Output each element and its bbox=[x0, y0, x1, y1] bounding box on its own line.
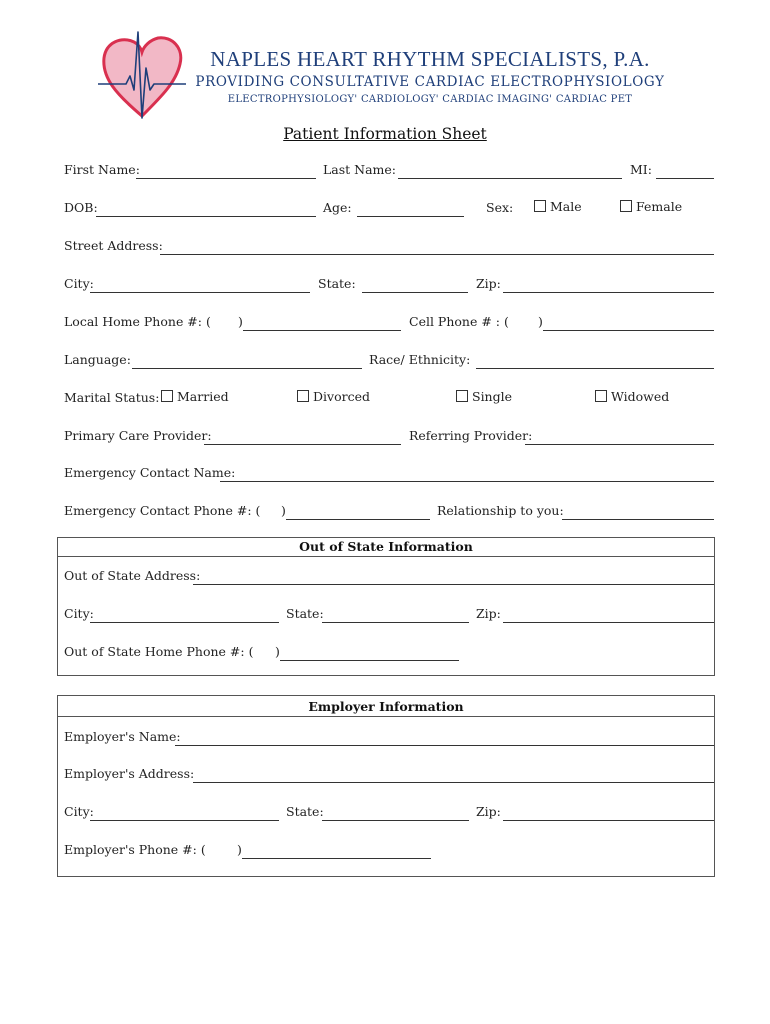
city-field[interactable] bbox=[90, 292, 310, 293]
race-label: Race/ Ethnicity: bbox=[369, 352, 471, 367]
married-label: Married bbox=[177, 389, 229, 404]
emergency-phone-field[interactable] bbox=[286, 519, 430, 520]
emergency-name-label: Emergency Contact Name: bbox=[64, 465, 236, 480]
home-phone-paren: ) bbox=[238, 314, 243, 329]
mi-field[interactable] bbox=[656, 178, 714, 179]
heart-rhythm-logo-icon bbox=[96, 28, 188, 122]
city-label: City: bbox=[64, 276, 94, 291]
emergency-phone-label: Emergency Contact Phone #: ( bbox=[64, 503, 261, 518]
checkbox-icon bbox=[534, 200, 546, 212]
out-of-state-phone-field[interactable] bbox=[280, 660, 459, 661]
checkbox-icon bbox=[595, 390, 607, 402]
out-of-state-header bbox=[58, 538, 714, 557]
employer-state-label: State: bbox=[286, 804, 324, 819]
home-phone-field[interactable] bbox=[243, 330, 401, 331]
sex-label: Sex: bbox=[486, 200, 514, 215]
employer-header bbox=[58, 696, 714, 717]
referring-provider-field[interactable] bbox=[525, 444, 714, 445]
divorced-label: Divorced bbox=[313, 389, 370, 404]
out-of-state-title: Out of State Information bbox=[299, 539, 473, 554]
out-of-state-phone-label: Out of State Home Phone #: ( bbox=[64, 644, 254, 659]
employer-zip-label: Zip: bbox=[476, 804, 501, 819]
out-of-state-phone-paren: ) bbox=[275, 644, 280, 659]
org-tagline: PROVIDING CONSULTATIVE CARDIAC ELECTROPHYSIOLOGY bbox=[195, 74, 665, 90]
relationship-label: Relationship to you: bbox=[437, 503, 564, 518]
male-checkbox[interactable] bbox=[534, 199, 582, 215]
state-label: State: bbox=[318, 276, 356, 291]
state-field[interactable] bbox=[362, 292, 468, 293]
emergency-phone-paren: ) bbox=[281, 503, 286, 518]
female-checkbox[interactable] bbox=[620, 199, 682, 215]
divorced-checkbox[interactable] bbox=[297, 389, 370, 405]
employer-zip-field[interactable] bbox=[503, 820, 714, 821]
employer-state-field[interactable] bbox=[322, 820, 469, 821]
first-name-field[interactable] bbox=[136, 178, 316, 179]
single-checkbox[interactable] bbox=[456, 389, 512, 405]
out-of-state-state-field[interactable] bbox=[322, 622, 469, 623]
street-address-field[interactable] bbox=[160, 254, 714, 255]
male-label: Male bbox=[550, 199, 582, 214]
employer-name-field[interactable] bbox=[175, 745, 714, 746]
employer-phone-label: Employer's Phone #: ( bbox=[64, 842, 206, 857]
zip-field[interactable] bbox=[503, 292, 714, 293]
out-of-state-city-field[interactable] bbox=[90, 622, 279, 623]
female-label: Female bbox=[636, 199, 683, 214]
checkbox-icon bbox=[456, 390, 468, 402]
pcp-field[interactable] bbox=[204, 444, 401, 445]
relationship-field[interactable] bbox=[562, 519, 714, 520]
referring-provider-label: Referring Provider: bbox=[409, 428, 533, 443]
last-name-field[interactable] bbox=[398, 178, 622, 179]
employer-address-field[interactable] bbox=[193, 782, 714, 783]
employer-name-label: Employer's Name: bbox=[64, 729, 181, 744]
out-of-state-zip-label: Zip: bbox=[476, 606, 501, 621]
race-field[interactable] bbox=[476, 368, 714, 369]
age-label: Age: bbox=[323, 200, 352, 215]
employer-phone-field[interactable] bbox=[242, 858, 431, 859]
employer-city-field[interactable] bbox=[90, 820, 279, 821]
out-of-state-address-field[interactable] bbox=[193, 584, 714, 585]
zip-label: Zip: bbox=[476, 276, 501, 291]
pcp-label: Primary Care Provider: bbox=[64, 428, 212, 443]
out-of-state-zip-field[interactable] bbox=[503, 622, 714, 623]
checkbox-icon bbox=[297, 390, 309, 402]
widowed-label: Widowed bbox=[611, 389, 670, 404]
org-name: NAPLES HEART RHYTHM SPECIALISTS, P.A. bbox=[210, 47, 650, 71]
employer-phone-paren: ) bbox=[237, 842, 242, 857]
cell-phone-label: Cell Phone # : ( bbox=[409, 314, 509, 329]
language-label: Language: bbox=[64, 352, 131, 367]
cell-phone-field[interactable] bbox=[543, 330, 714, 331]
emergency-name-field[interactable] bbox=[220, 481, 714, 482]
marital-status-label: Marital Status: bbox=[64, 390, 160, 405]
employer-title: Employer Information bbox=[308, 699, 464, 714]
org-specialties: ELECTROPHYSIOLOGY' CARDIOLOGY' CARDIAC IMAGING' CARDIAC PET bbox=[227, 94, 633, 105]
first-name-label: First Name: bbox=[64, 162, 140, 177]
checkbox-icon bbox=[161, 390, 173, 402]
last-name-label: Last Name: bbox=[323, 162, 397, 177]
mi-label: MI: bbox=[630, 162, 652, 177]
home-phone-label: Local Home Phone #: ( bbox=[64, 314, 211, 329]
dob-field[interactable] bbox=[96, 216, 316, 217]
dob-label: DOB: bbox=[64, 200, 98, 215]
employer-address-label: Employer's Address: bbox=[64, 766, 195, 781]
out-of-state-state-label: State: bbox=[286, 606, 324, 621]
language-field[interactable] bbox=[132, 368, 362, 369]
out-of-state-city-label: City: bbox=[64, 606, 94, 621]
age-field[interactable] bbox=[357, 216, 464, 217]
widowed-checkbox[interactable] bbox=[595, 389, 669, 405]
checkbox-icon bbox=[620, 200, 632, 212]
cell-phone-paren: ) bbox=[538, 314, 543, 329]
employer-city-label: City: bbox=[64, 804, 94, 819]
street-address-label: Street Address: bbox=[64, 238, 163, 253]
single-label: Single bbox=[472, 389, 513, 404]
married-checkbox[interactable] bbox=[161, 389, 229, 405]
page-title: Patient Information Sheet bbox=[283, 125, 487, 143]
out-of-state-address-label: Out of State Address: bbox=[64, 568, 201, 583]
